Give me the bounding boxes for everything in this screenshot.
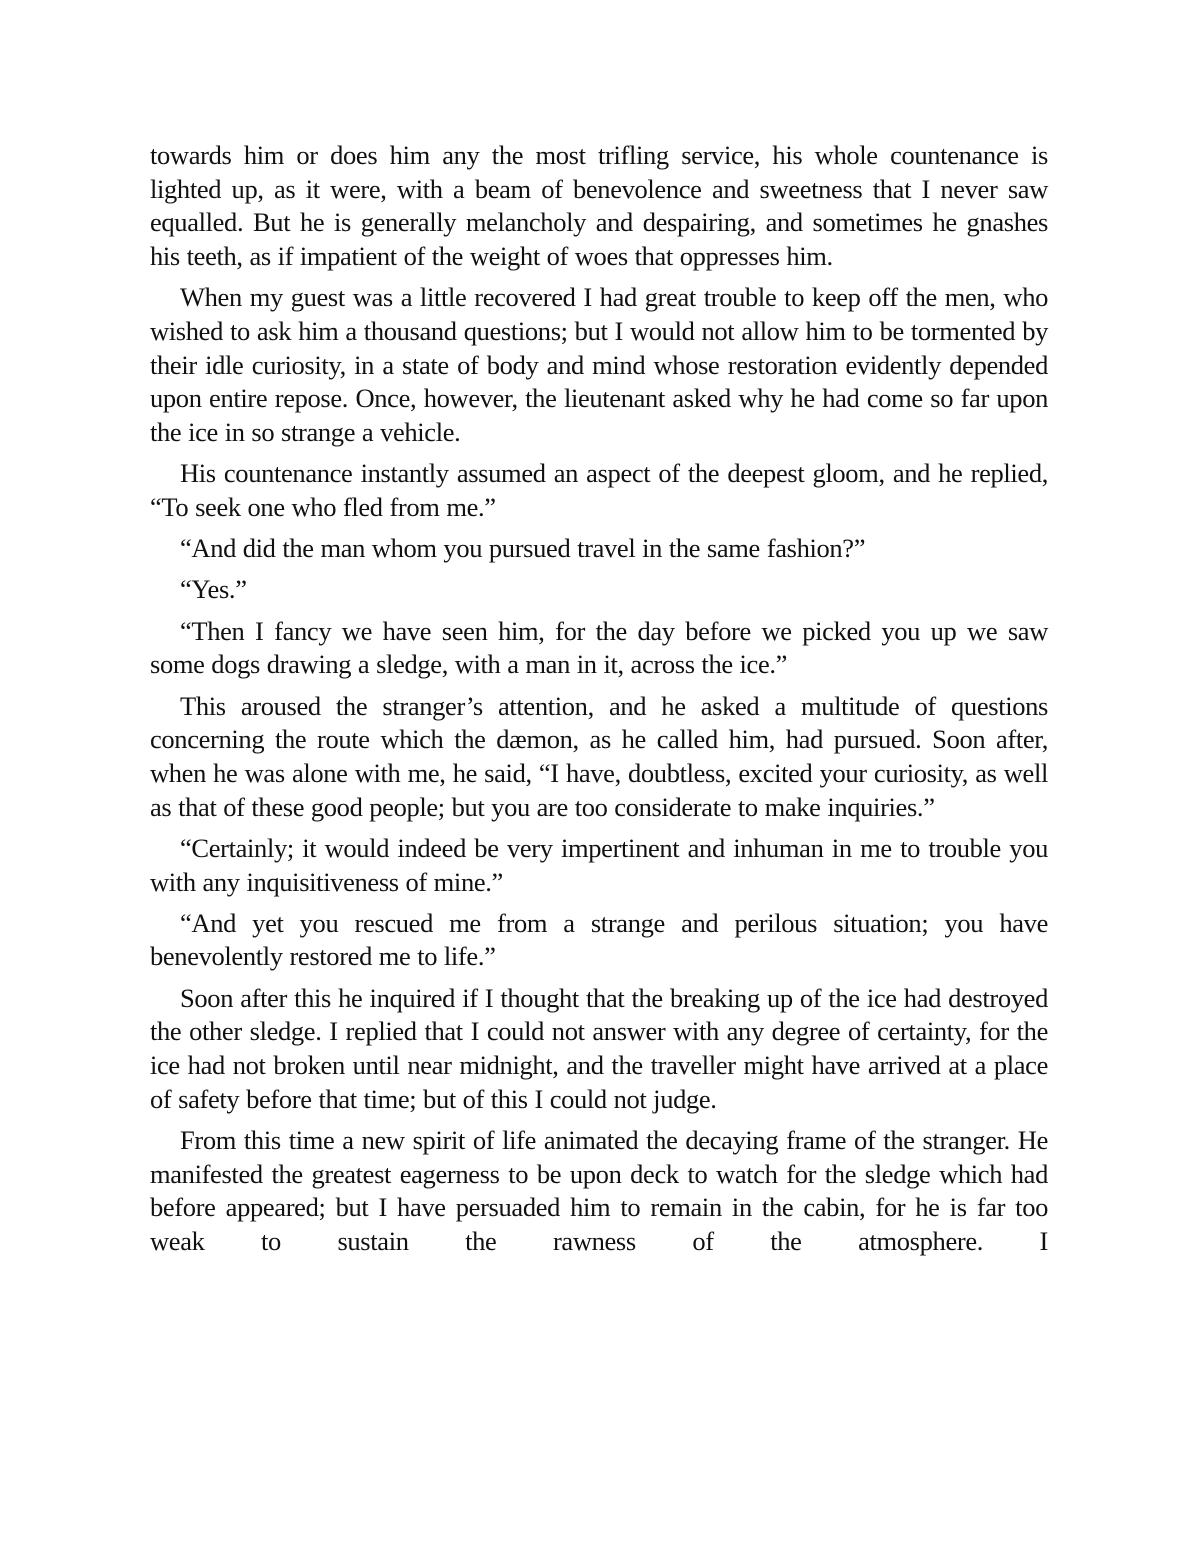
paragraph-5-dialogue: “Yes.” — [180, 574, 247, 605]
paragraph-11: From this time a new spirit of life animated the decaying frame of the stranger. He manifested the greatest eagerness to be upon deck to watch for the sledge which had before appeared; but I have persuaded him to remain in the cabin, for he is far too weak to sustain the rawness of the atmosphere. I — [150, 1124, 1048, 1257]
paragraph-1-continued: towards him or does him any the most trifling service, his whole countenance is lighted up, as it were, with a beam of benevolence and sweetness that I never saw equalled. But he is generally melancholy and despairing, and sometimes he gnashes his teeth, as if impatient of the weight of woes that oppresses him. — [150, 140, 1048, 272]
paragraph-2: When my guest was a little recovered I had great trouble to keep off the men, who wished to ask him a thousand questions; but I would not allow him to be tormented by their idle curiosity, in a state of body and mind whose restoration evidently depended upon entire repose. Once, however, the lieutenant asked why he had come so far upon the ice in so strange a vehicle. — [150, 282, 1048, 448]
paragraph-8-dialogue: “Certainly; it would indeed be very impertinent and inhuman in me to trouble you with any inquisitiveness of mine.” — [150, 832, 1048, 897]
paragraph-3: His countenance instantly assumed an aspect of the deepest gloom, and he replied, “To seek one who fled from me.” — [150, 458, 1048, 523]
paragraph-7: This aroused the stranger’s attention, and he asked a multitude of questions concerning the route which the dæmon, as he called him, had pursued. Soon after, when he was alone with me, he said, “I have, doubtless, excited your curiosity, as well as that of these good people; but you are too considerate to make inquiries.” — [150, 690, 1048, 822]
paragraph-6-dialogue: “Then I fancy we have seen him, for the day before we picked you up we saw some dogs drawing a sledge, with a man in it, across the ice.” — [150, 615, 1048, 680]
paragraph-4-dialogue: “And did the man whom you pursued travel in the same fashion?” — [180, 533, 866, 564]
book-page — [150, 139, 1048, 1266]
paragraph-9-dialogue: “And yet you rescued me from a strange and perilous situation; you have benevolently restored me to life.” — [150, 907, 1048, 972]
paragraph-10: Soon after this he inquired if I thought that the breaking up of the ice had destroyed the other sledge. I replied that I could not answer with any degree of certainty, for the ice had not broken until near midnight, and the traveller might have arrived at a place of safety before that time; but of this I could not judge. — [150, 982, 1048, 1114]
